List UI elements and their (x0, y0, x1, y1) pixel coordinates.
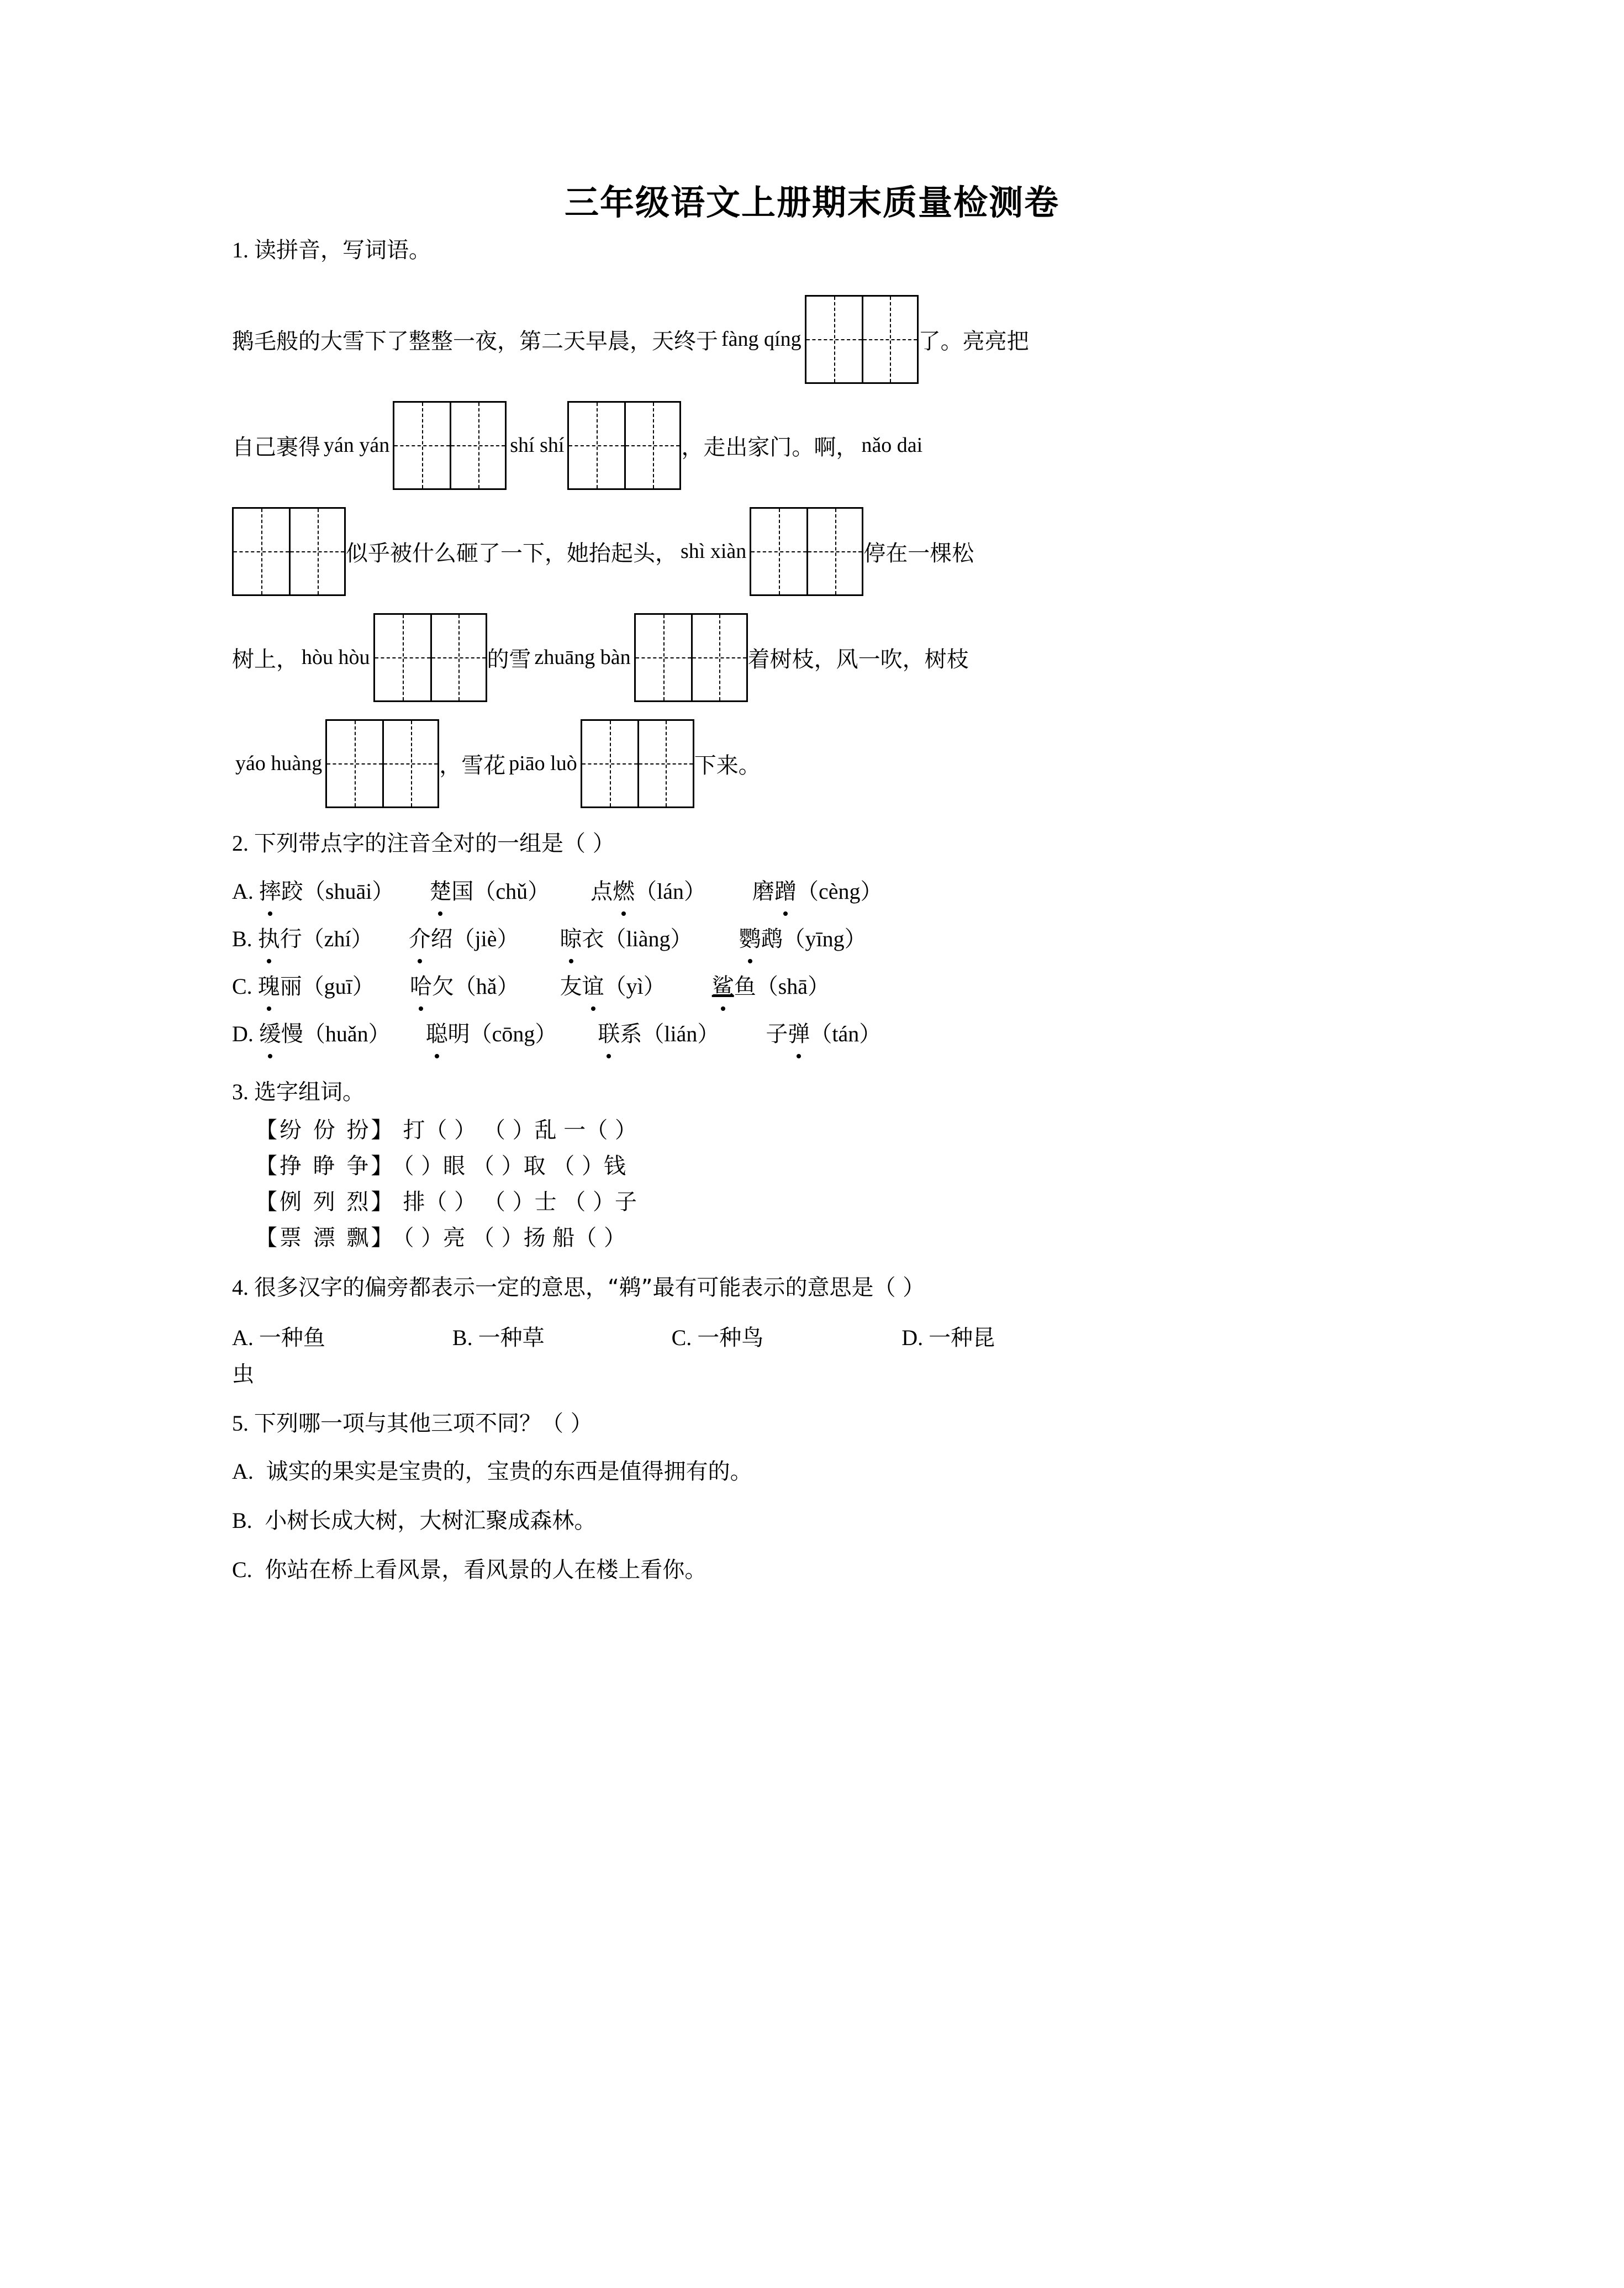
question-1-stem (232, 233, 1392, 267)
blank-slots[interactable]: 打（ ） （ ）乱 一（ ） (403, 1117, 637, 1143)
pinyin-value: （lán） (635, 879, 706, 904)
character: 磨 (752, 879, 774, 905)
option-row[interactable] (232, 1454, 1392, 1490)
pinyin-hint: piāo luò (509, 752, 577, 776)
page-title: 三年级语文上册期末质量检测卷 (564, 182, 1059, 223)
option-label: A. (232, 1459, 254, 1484)
option-row[interactable] (232, 1552, 1392, 1588)
dotted-character: 执 (258, 922, 280, 956)
writing-grid[interactable] (750, 507, 863, 596)
word-characters (259, 875, 303, 908)
sentence-text: 似乎被什么砸了一下，她抬起头， (346, 540, 677, 566)
option-label: B. (452, 1325, 473, 1350)
pinyin-value: （liàng） (604, 926, 693, 952)
blank-slots[interactable]: （ ）眼 （ ）取 （ ）钱 (403, 1153, 626, 1179)
option-label: B. (232, 1508, 252, 1533)
writing-grid[interactable] (567, 401, 681, 490)
character: 行 (280, 926, 302, 952)
word-characters (590, 875, 635, 908)
word-characters (560, 922, 604, 956)
character: 丽 (280, 974, 302, 1000)
fill-line (232, 286, 1392, 392)
dotted-character: 弹 (788, 1018, 810, 1051)
option-item[interactable] (672, 1321, 764, 1354)
option-label: D. (901, 1325, 924, 1350)
pinyin-word-item (429, 875, 550, 908)
dotted-character: 鹦 (739, 922, 761, 956)
option-item[interactable] (452, 1321, 545, 1354)
pinyin-value: （chǔ） (473, 879, 550, 904)
pinyin-word-item (560, 970, 666, 1003)
writing-grid-cell[interactable] (234, 509, 289, 594)
pinyin-value: （zhí） (302, 926, 373, 952)
pinyin-hint: yán yán (324, 434, 390, 457)
pinyin-word-item (560, 922, 693, 956)
dotted-character: 楚 (429, 875, 451, 908)
character-set: 【纷 份 扮】 (255, 1117, 396, 1143)
sentence-text: ，雪花 (439, 752, 506, 778)
dotted-character: 缓 (259, 1018, 281, 1051)
word-characters (598, 1018, 642, 1051)
sentence-text: ，走出家门。啊， (681, 434, 858, 460)
writing-grid[interactable] (232, 507, 346, 596)
blank-slots[interactable]: 排（ ） （ ）士 （ ）子 (403, 1189, 637, 1215)
dotted-character: 晾 (560, 922, 582, 956)
writing-grid[interactable] (393, 401, 507, 490)
question-5-number: 5. (232, 1411, 249, 1436)
dotted-character: 谊 (582, 970, 604, 1003)
sentence-text: 树上， (232, 646, 298, 672)
option-row[interactable] (232, 1321, 1392, 1354)
option-row[interactable] (232, 970, 1392, 1003)
option-label: D. (232, 1021, 254, 1047)
writing-grid-cell[interactable] (862, 297, 917, 382)
dotted-character: 哈 (410, 970, 432, 1003)
pinyin-value: （shuāi） (303, 879, 394, 904)
pinyin-word-item (766, 1018, 881, 1051)
character: 鱼 (734, 974, 756, 1000)
sentence-text: 的雪 (487, 646, 531, 672)
pinyin-word-item (752, 875, 883, 908)
option-text: 小树长成大树，大树汇聚成森林。 (257, 1508, 597, 1534)
option-row[interactable] (232, 1503, 1392, 1539)
character: 点 (590, 879, 613, 905)
dotted-character: 蹭 (774, 875, 797, 908)
pinyin-hint: nǎo dai (861, 434, 923, 457)
writing-grid-cell[interactable] (394, 403, 450, 488)
pinyin-word-item (712, 970, 830, 1003)
option-text: 一种昆 (929, 1325, 995, 1351)
pinyin-hint: hòu hòu (302, 646, 370, 669)
question-1-fill-lines (232, 286, 1392, 816)
question-2-number: 2. (232, 831, 249, 856)
pinyin-value: （yì） (604, 974, 666, 999)
writing-grid-cell[interactable] (751, 509, 806, 594)
character-set: 【挣 睁 争】 (255, 1153, 396, 1179)
option-text: 你站在桥上看风景，看风景的人在楼上看你。 (257, 1557, 707, 1583)
question-1-number: 1. (232, 238, 249, 263)
select-char-row[interactable] (232, 1148, 1392, 1184)
character: 欠 (431, 974, 454, 1000)
writing-grid-cell[interactable] (569, 403, 624, 488)
option-item[interactable] (901, 1321, 995, 1354)
pinyin-hint: shí shí (510, 434, 565, 457)
writing-grid[interactable] (373, 613, 487, 702)
pinyin-value: （yīng） (783, 926, 867, 952)
option-text: 一种鱼 (259, 1325, 325, 1351)
pinyin-word-item (258, 970, 375, 1003)
word-characters (560, 970, 604, 1003)
character: 跤 (281, 879, 303, 905)
question-4-number: 4. (232, 1274, 249, 1300)
dotted-character: 聪 (426, 1018, 448, 1051)
sentence-text: 停在一棵松 (863, 540, 974, 566)
pinyin-value: （tán） (810, 1021, 882, 1047)
pinyin-word-item (598, 1018, 719, 1051)
pinyin-hint: zhuāng bàn (534, 646, 631, 669)
writing-grid-cell[interactable] (375, 615, 430, 700)
character: 慢 (281, 1021, 303, 1047)
option-item[interactable] (232, 1321, 325, 1354)
word-characters (258, 970, 302, 1003)
question-5 (232, 1406, 1392, 1588)
word-characters (409, 922, 453, 956)
character: 绍 (430, 926, 453, 952)
sentence-text: 鹅毛般的大雪下了整整一夜，第二天早晨，天终于 (232, 328, 718, 354)
writing-grid-cell[interactable] (806, 509, 862, 594)
writing-grid[interactable] (325, 719, 439, 808)
question-1-stem-text: 读拼音，写词语。 (254, 238, 431, 263)
question-4 (232, 1270, 1392, 1393)
character: 系 (620, 1021, 642, 1047)
blank-slots[interactable]: （ ）亮 （ ）扬 船（ ） (403, 1225, 626, 1251)
dotted-character: 介 (409, 922, 431, 956)
writing-grid[interactable] (805, 295, 919, 384)
select-char-row[interactable] (232, 1220, 1392, 1256)
fill-line (232, 498, 1392, 604)
writing-grid[interactable] (581, 719, 694, 808)
word-characters (426, 1018, 470, 1051)
question-3-rows (232, 1113, 1392, 1256)
dotted-character: 瑰 (258, 970, 280, 1003)
writing-grid-cell[interactable] (289, 509, 344, 594)
question-4-option-d-wrap: 虫 (232, 1361, 254, 1387)
writing-grid-cell[interactable] (636, 615, 691, 700)
writing-grid[interactable] (634, 613, 748, 702)
writing-grid-cell[interactable] (430, 615, 486, 700)
question-5-options (232, 1454, 1392, 1588)
word-characters (752, 875, 797, 908)
character: 友 (560, 974, 582, 1000)
option-row[interactable] (232, 875, 1392, 908)
character: 子 (766, 1021, 788, 1047)
writing-grid-cell[interactable] (582, 721, 637, 806)
word-characters (259, 1018, 303, 1051)
writing-grid-cell[interactable] (691, 615, 746, 700)
question-5-stem-text: 下列哪一项与其他三项不同？（ ） (254, 1411, 593, 1437)
sentence-text: 下来。 (694, 752, 761, 778)
word-characters (739, 922, 783, 956)
pinyin-value: （cōng） (470, 1021, 557, 1047)
pinyin-word-item (410, 970, 519, 1003)
fill-line (232, 392, 1392, 498)
question-3-number: 3. (232, 1079, 249, 1105)
fill-line (232, 710, 1392, 816)
question-3-stem-text: 选字组词。 (254, 1079, 365, 1105)
pinyin-word-item (409, 922, 519, 956)
option-text: 一种鸟 (697, 1325, 764, 1351)
question-4-stem-text: 很多汉字的偏旁都表示一定的意思，“鹈”最有可能表示的意思是（ ） (254, 1274, 925, 1300)
pinyin-value: （shā） (756, 974, 830, 999)
character-set: 【例 列 烈】 (255, 1189, 396, 1215)
word-characters (712, 970, 756, 1003)
dotted-character: 鲨 (712, 970, 734, 1003)
pinyin-word-item (259, 1018, 391, 1051)
option-label: A. (232, 879, 254, 904)
question-2-stem-text: 下列带点字的注音全对的一组是（ ） (254, 831, 615, 857)
pinyin-value: （jiè） (452, 926, 519, 952)
pinyin-word-item (426, 1018, 557, 1051)
sentence-text: 着树枝，风一吹，树枝 (747, 646, 969, 672)
pinyin-hint: yáo huàng (235, 752, 323, 776)
writing-grid-cell[interactable] (806, 297, 862, 382)
question-5-stem (232, 1406, 1392, 1441)
writing-grid-cell[interactable] (382, 721, 437, 806)
character: 鹉 (761, 926, 783, 952)
select-char-row[interactable] (232, 1113, 1392, 1148)
option-row[interactable] (232, 1018, 1392, 1051)
option-text: 一种草 (478, 1325, 545, 1351)
pinyin-value: （guī） (302, 974, 375, 999)
pinyin-word-item (258, 922, 373, 956)
character-set: 【票 漂 飘】 (255, 1225, 396, 1251)
pinyin-word-item (259, 875, 394, 908)
pinyin-hint: fàng qíng (721, 328, 802, 351)
question-1 (232, 233, 1392, 816)
option-label: A. (232, 1325, 254, 1350)
sentence-text: 自己裹得 (232, 434, 320, 460)
dotted-character: 摔 (259, 875, 281, 908)
character: 国 (451, 879, 474, 905)
word-characters (766, 1018, 810, 1051)
dotted-character: 联 (598, 1018, 620, 1051)
writing-grid-cell[interactable] (624, 403, 679, 488)
character: 明 (447, 1021, 470, 1047)
word-characters (429, 875, 473, 908)
pinyin-word-item (739, 922, 867, 956)
option-text: 诚实的果实是宝贵的，宝贵的东西是值得拥有的。 (259, 1459, 752, 1485)
writing-grid-cell[interactable] (637, 721, 693, 806)
question-2-options (232, 875, 1392, 1051)
pinyin-value: （lián） (642, 1021, 720, 1047)
pinyin-value: （cèng） (796, 879, 883, 904)
option-label: C. (232, 974, 252, 999)
option-label: B. (232, 926, 252, 952)
word-characters (258, 922, 302, 956)
sentence-text: 了。亮亮把 (918, 328, 1029, 354)
word-characters (410, 970, 454, 1003)
pinyin-hint: shì xiàn (681, 540, 747, 563)
question-3-stem (232, 1075, 1392, 1109)
character: 衣 (582, 926, 604, 952)
question-4-options (232, 1321, 1392, 1354)
writing-grid-cell[interactable] (450, 403, 505, 488)
question-4-stem (232, 1270, 1392, 1305)
dotted-character: 燃 (613, 875, 635, 908)
pinyin-value: （huǎn） (303, 1021, 391, 1047)
question-3 (232, 1075, 1392, 1256)
question-2-stem (232, 826, 1392, 861)
fill-line (232, 604, 1392, 710)
option-row[interactable] (232, 922, 1392, 956)
option-label: C. (671, 1325, 692, 1350)
pinyin-value: （hǎ） (454, 974, 519, 999)
pinyin-word-item (590, 875, 706, 908)
writing-grid-cell[interactable] (327, 721, 382, 806)
option-label: C. (232, 1557, 252, 1582)
question-2 (232, 826, 1392, 1051)
select-char-row[interactable] (232, 1184, 1392, 1220)
